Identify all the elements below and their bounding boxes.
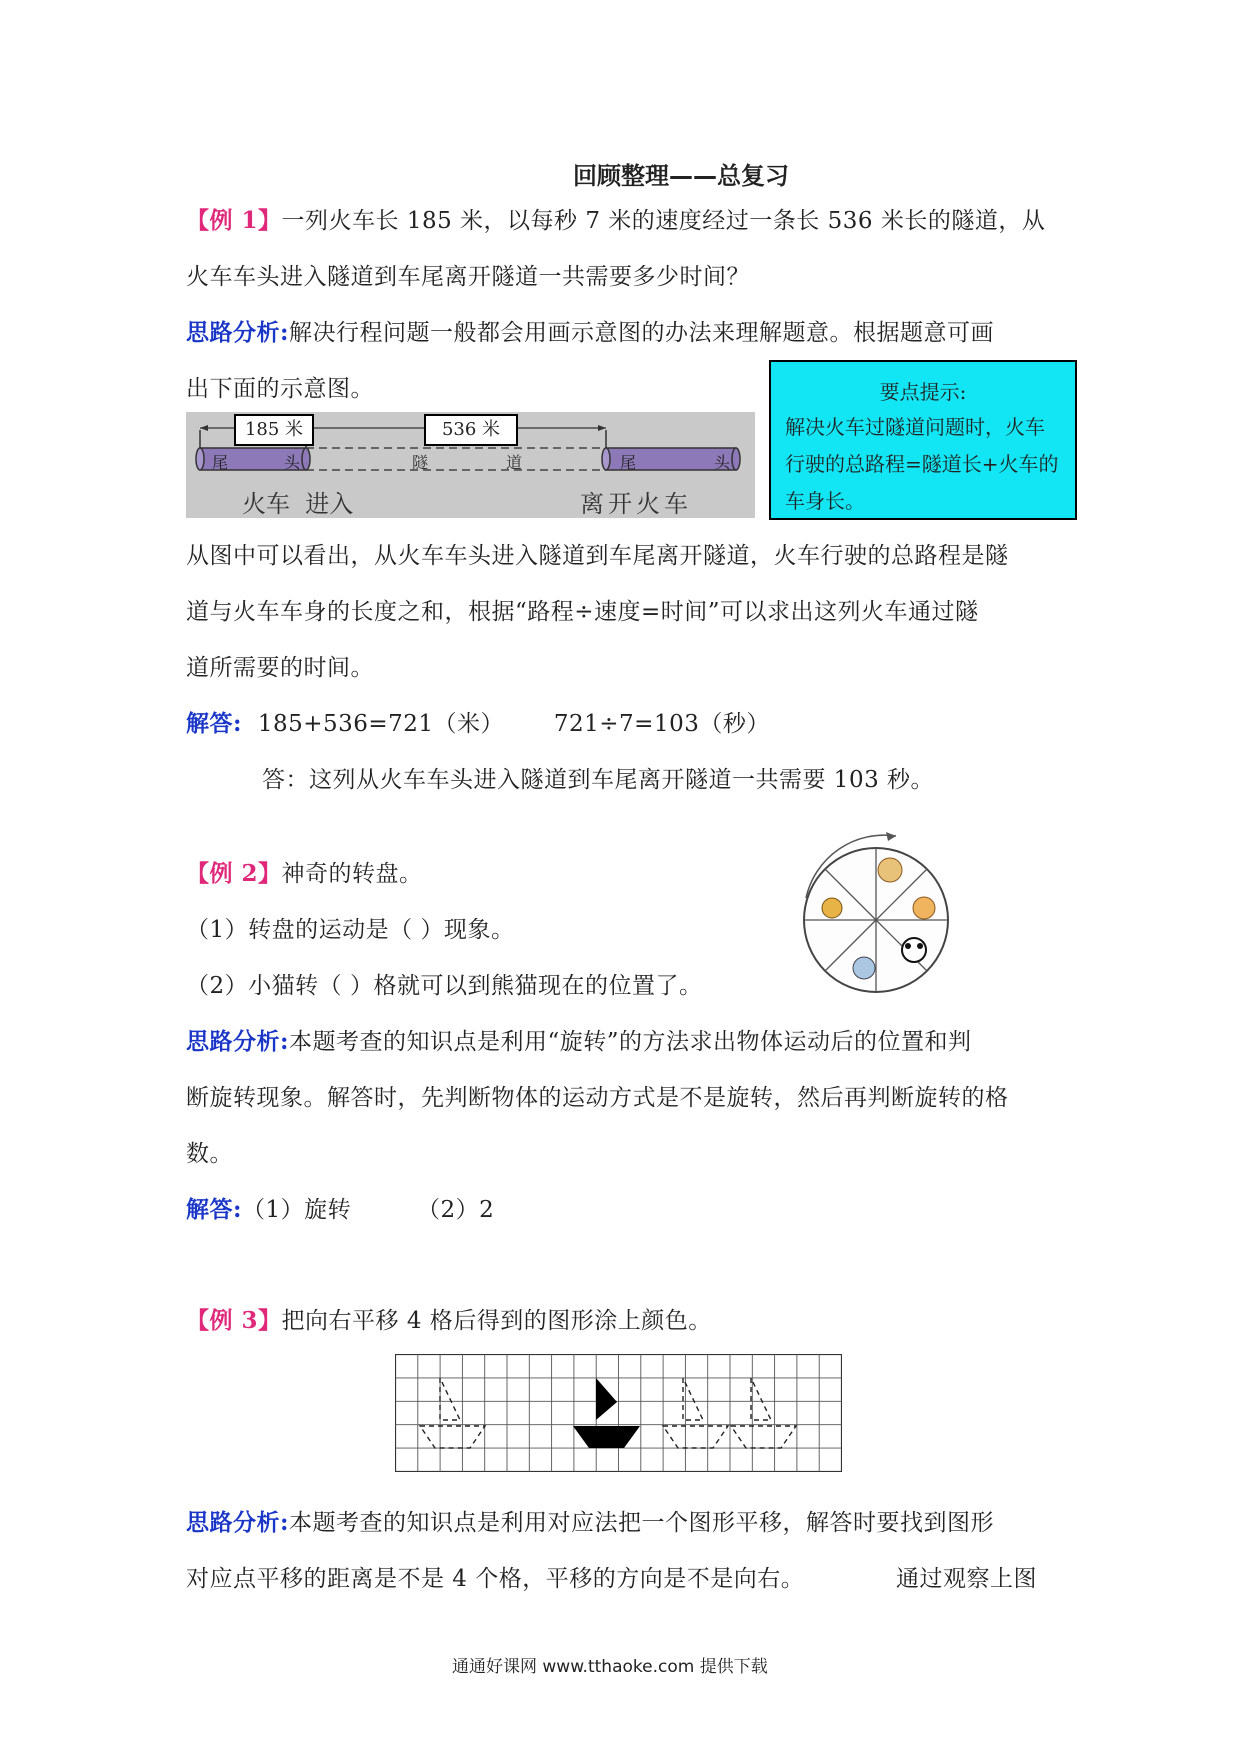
train-diagram [186,412,755,518]
ex2-tag: 【例 2】 [186,860,282,887]
cat-icon [913,897,935,919]
train-leave-label: 离开火车 [580,490,692,518]
ex2-question [186,855,423,888]
ex2-q2: （2）小猫转（ ）格就可以到熊猫现在的位置了。 [186,973,703,999]
ex3-tag: 【例 3】 [186,1307,282,1334]
ex1-analysis-tag: 思路分析: [186,319,289,346]
key-tip-body: 解决火车过隧道问题时，火车行驶的总路程=隧道长+火车的车身长。 [785,415,1059,513]
ex2-analysis-line1 [186,1023,972,1056]
ex1-analysis-line2: 出下面的示意图。 [186,376,374,402]
ex1-tag: 【例 1】 [186,207,282,234]
ex2-analysis-tag: 思路分析: [186,1028,289,1055]
page-title: 回顾整理——总复习 [573,162,789,190]
ex2-analysis-line3: 数。 [186,1141,233,1167]
snail-icon [822,898,842,918]
ex1-para-line3: 道所需要的时间。 [186,655,374,681]
ex1-answer-b: 721÷7=103（秒） [553,711,770,737]
ex1-question-line2: 火车车头进入隧道到车尾离开隧道一共需要多少时间？ [186,264,750,290]
ex1-answer-a: 185+536=721（米） [257,711,505,737]
tunnel-text-1: 隧 [412,453,429,472]
mouse-icon [853,957,875,979]
ex1-analysis-line1 [186,314,994,347]
spinner-wheel [786,828,952,1000]
ex1-analysis-text1: 解决行程问题一般都会用画示意图的办法来理解题意。根据题意可画 [289,320,994,346]
train-enter-label: 火车 进入 [242,490,354,518]
ex3-q: 把向右平移 4 格后得到的图形涂上颜色。 [281,1308,712,1334]
ex2-q1: （1）转盘的运动是（ ）现象。 [186,917,515,943]
tunnel-length-label: 536 米 [424,414,518,446]
right-train-head: 头 [714,453,731,472]
ex2-q: 神奇的转盘。 [281,861,423,887]
ex3-analysis-text1: 本题考查的知识点是利用对应法把一个图形平移，解答时要找到图形 [289,1510,994,1536]
ex1-conclusion: 答：这列从火车车头进入隧道到车尾离开隧道一共需要 103 秒。 [262,767,935,793]
key-tip-box [769,360,1077,520]
translation-grid [395,1354,842,1472]
key-tip-title: 要点提示: [879,380,967,404]
ex1-question-line1 [186,202,1045,235]
ex2-analysis-text1: 本题考查的知识点是利用“旋转”的方法求出物体运动后的位置和判 [289,1029,972,1055]
ex3-analysis-text2b: 通过观察上图 [896,1566,1037,1592]
ex1-answer-tag: 解答: [186,710,242,737]
page-footer: 通通好课网 www.tthaoke.com 提供下载 [452,1657,768,1677]
ex1-para-line1: 从图中可以看出，从火车车头进入隧道到车尾离开隧道，火车行驶的总路程是隧 [186,543,1009,569]
ex2-analysis-line2: 断旋转现象。解答时，先判断物体的运动方式是不是旋转，然后再判断旋转的格 [186,1085,1009,1111]
lion-icon [878,858,902,882]
ex2-answer-tag: 解答: [186,1196,242,1223]
left-train-head: 头 [284,453,301,472]
ex2-answer-line [186,1191,494,1224]
left-train-tail: 尾 [212,453,229,472]
ex1-para-line2: 道与火车车身的长度之和，根据“路程÷速度=时间”可以求出这列火车通过隧 [186,599,979,625]
panda-icon [902,938,926,962]
ex3-analysis-tag: 思路分析: [186,1509,289,1536]
right-train-tail: 尾 [620,453,637,472]
ex3-question [186,1302,712,1335]
tunnel-text-2: 道 [506,453,523,472]
ex1-answer-line [186,705,770,738]
ex2-answer-b: （2）2 [416,1197,495,1223]
ex3-analysis-line2 [186,1560,804,1593]
ex3-analysis-text2: 对应点平移的距离是不是 4 个格，平移的方向是不是向右。 [186,1566,805,1592]
ex3-analysis-line1 [186,1504,994,1537]
ex1-q1: 一列火车长 185 米，以每秒 7 米的速度经过一条长 536 米长的隧道，从 [281,208,1046,234]
train-length-label: 185 米 [234,414,314,446]
ex2-answer-a: （1）旋转 [242,1197,352,1223]
